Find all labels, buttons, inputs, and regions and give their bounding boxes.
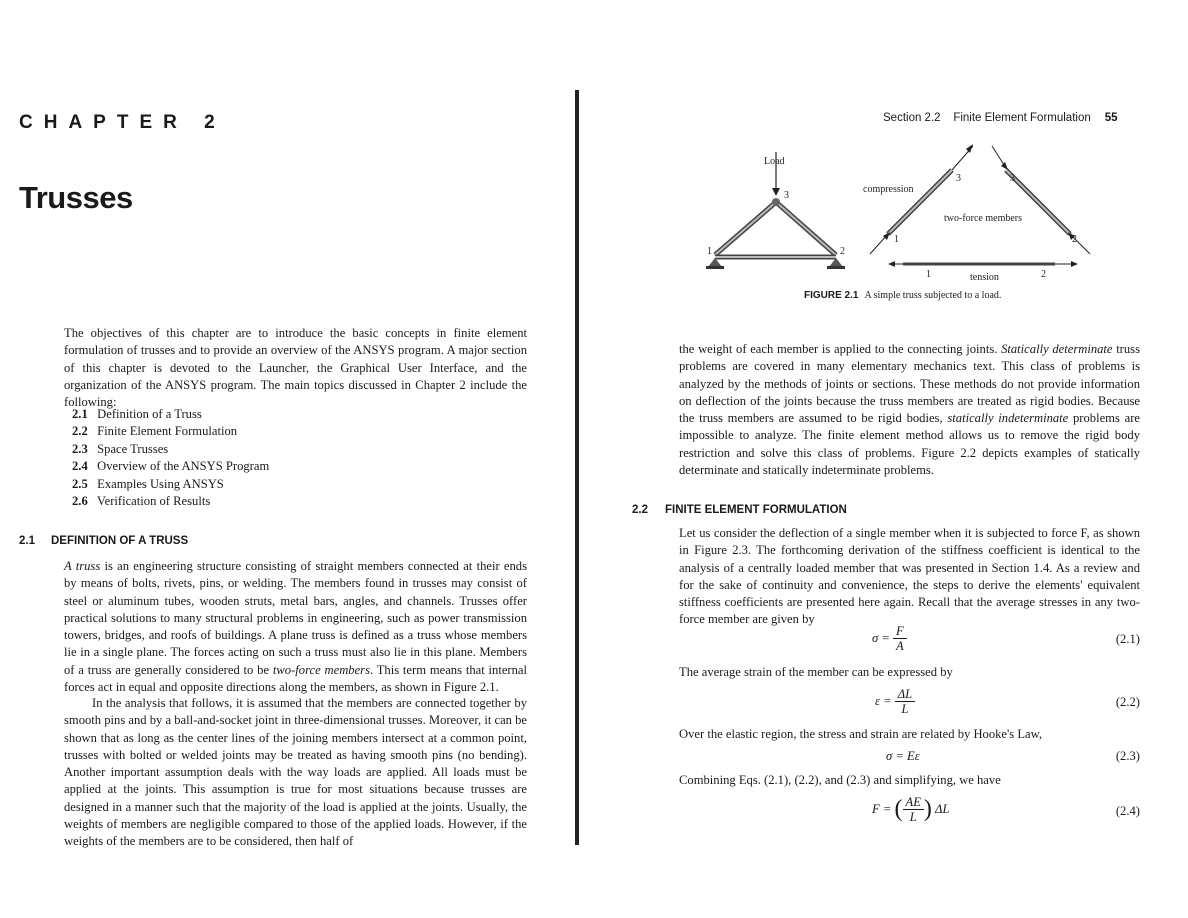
section-number: 2.1 <box>19 535 35 547</box>
paragraph-text: truss problems are covered in many elementary mechanics text. This class of problems is analyzed by the methods of joints or sections. These methods do not provide information on deflection of the joints because the truss members are treated as rigid bodies. Because the truss members are assumed to be rigid bodies, <box>679 342 1140 426</box>
arrowhead-tension-left <box>888 261 895 267</box>
topic-label: Verification of Results <box>96 494 211 509</box>
term-two-force-members: two-force members <box>272 662 370 677</box>
topic-item <box>72 458 372 475</box>
equation-rhs: ΔL <box>935 802 950 816</box>
figure-number: FIGURE 2.1 <box>804 290 859 301</box>
tension-label: tension <box>970 272 999 283</box>
chapter-label: CHAPTER 2 <box>19 112 226 133</box>
term-truss: A truss <box>64 559 101 573</box>
strain-sentence: The average strain of the member can be expressed by <box>679 665 953 679</box>
topic-list <box>72 406 372 510</box>
topic-label: Space Trusses <box>97 441 169 456</box>
assumptions-paragraph: In the analysis that follows, it is assumed that the members are connected together by smooth pins and by a ball-and-socket joint in three-dimensional trusses. Moreover, it can be shown that as long as the center lines of the joining members intersect at a common point, trusses with bolted or welded joints may be treated as having smooth pins (no bending). Another important assumption deals with the way loads are applied. All loads must be applied at the joints. This assumption is true for most situations because trusses are designed in a manner such that the majority of the load is applied at the joints. Usually, the weights of members are negligible compared to those of the applied loads. However, if the weights of the members are to be considered, then half of <box>64 696 527 849</box>
fraction <box>895 687 915 716</box>
node-label-3: 3 <box>956 173 961 184</box>
determinate-paragraph <box>679 341 1140 479</box>
ground-left <box>706 266 724 269</box>
running-head-title: Section 2.2 Finite Element Formulation <box>883 112 1091 124</box>
denominator: L <box>909 810 917 824</box>
figure-caption <box>804 290 1001 301</box>
node-label-1: 1 <box>926 269 931 280</box>
topic-label: Definition of a Truss <box>97 407 202 421</box>
compression-label: compression <box>863 184 914 195</box>
topic-label: Finite Element Formulation <box>97 424 238 439</box>
topic-number: 2.4 <box>72 459 88 474</box>
section-heading: DEFINITION OF A TRUSS <box>51 535 189 547</box>
equation-number: (2.2) <box>1115 695 1140 709</box>
node-label-3: 3 <box>784 190 789 201</box>
numerator: ΔL <box>895 687 915 702</box>
truss-diagram <box>700 140 1120 290</box>
node-label-2: 2 <box>840 246 845 257</box>
equation-2-2 <box>875 687 915 716</box>
equation-number: (2.4) <box>1115 804 1140 818</box>
load-label: Load <box>764 156 785 167</box>
node-label-1: 1 <box>894 234 899 245</box>
truss-definition-paragraph <box>64 558 527 696</box>
page-gutter <box>575 90 579 845</box>
deflection-paragraph: Let us consider the deflection of a single member when it is subjected to force F, as shown in Figure 2.3. The forthcoming derivation of the stiffness coefficient is identical to the analysis of a centrally loaded member that was presented in Section 1.4. As a review and for the sake of continuity and convenience, the steps to derive the elements' equivalent stiffness coefficients are presented here again. Recall that the average stresses in any two-force member are given by <box>679 526 1140 627</box>
topic-number: 2.2 <box>72 424 88 439</box>
denominator: L <box>901 702 909 716</box>
compression-member-highlight <box>888 170 952 234</box>
paragraph-text: . This term means that internal forces act in equal and opposite directions along the members, as shown in Figure 2.1. <box>64 662 527 695</box>
topic-item <box>72 476 372 493</box>
fraction <box>893 624 907 653</box>
topic-number: 2.1 <box>72 407 88 421</box>
node-label-2: 2 <box>1041 269 1046 280</box>
equation-2-1 <box>872 624 907 653</box>
equation-number: (2.1) <box>1115 632 1140 646</box>
paren-close: ) <box>923 796 932 822</box>
equation-2-4 <box>872 795 949 824</box>
equation-2-3: σ = Eε <box>886 749 920 763</box>
node-label-2: 2 <box>1072 234 1077 245</box>
hooke-sentence: Over the elastic region, the stress and strain are related by Hooke's Law, <box>679 727 1043 741</box>
equation-number: (2.3) <box>1115 749 1140 763</box>
topic-number: 2.6 <box>72 494 88 509</box>
section-number: 2.2 <box>632 504 648 516</box>
chapter-title: Trusses <box>19 180 133 215</box>
node-label-1: 1 <box>707 246 712 257</box>
topic-number: 2.3 <box>72 441 88 456</box>
topic-item <box>72 423 372 440</box>
paren-open: ( <box>894 796 903 822</box>
load-arrowhead <box>772 188 780 196</box>
page-number: 55 <box>1104 112 1118 124</box>
fraction <box>903 795 924 824</box>
topic-number: 2.5 <box>72 476 88 491</box>
joint-3 <box>772 198 780 206</box>
term-statically-determinate: Statically determinate <box>1001 342 1113 356</box>
node-label-3: 3 <box>1010 173 1015 184</box>
combine-sentence: Combining Eqs. (2.1), (2.2), and (2.3) and simplifying, we have <box>679 773 1001 787</box>
equation-lhs: ε = <box>875 694 892 708</box>
numerator: F <box>893 624 907 639</box>
truss-member-right-highlight <box>776 202 836 255</box>
equation-lhs: σ = <box>872 631 890 645</box>
member-3-2-highlight <box>1006 170 1070 234</box>
arrowhead-tension-right <box>1071 261 1078 267</box>
topic-label: Examples Using ANSYS <box>97 476 224 491</box>
paragraph-text: the weight of each member is applied to the connecting joints. <box>679 342 1002 356</box>
figure-caption-text: A simple truss subjected to a load. <box>864 290 1002 301</box>
truss-member-left-highlight <box>715 202 776 255</box>
topic-label: Overview of the ANSYS Program <box>97 459 270 474</box>
truss-figure <box>700 140 1120 295</box>
ground-right <box>827 266 845 269</box>
equation-lhs: F = <box>872 802 892 816</box>
arrowhead-top-right <box>1001 162 1008 170</box>
paragraph-text: is an engineering structure consisting of straight members connected at their ends by means of bolts, rivets, pins, or welding. The members found in trusses may consist of steel or aluminum tubes, wooden struts, metal bars, angles, and channels. Trusses offer practical solutions to many structural problems in engineering, such as power transmission towers, bridges, and roofs of buildings. A plane truss is defined as a truss whose members lie in a single plane. The forces acting on such a truss must also lie in this plane. Members of a truss are generally considered to be <box>64 559 527 677</box>
intro-paragraph: The objectives of this chapter are to introduce the basic concepts in finite element formulation of trusses and to provide an overview of the ANSYS program. A major section of this chapter is devoted to the Launcher, the Graphical User Interface, and the organization of the ANSYS program. The main topics discussed in Chapter 2 include the following: <box>64 326 527 410</box>
topic-item <box>72 493 372 510</box>
topic-item <box>72 406 372 423</box>
two-force-members-label: two-force members <box>944 213 1023 224</box>
running-head <box>883 112 1118 124</box>
section-heading: FINITE ELEMENT FORMULATION <box>665 504 847 516</box>
denominator: A <box>896 639 904 653</box>
paragraph-text: problems are impossible to analyze. The finite element method allows us to remove the rigid body restriction and solve this class of problems. Figure 2.2 depicts examples of statically determinate and statically indeterminate problems. <box>679 411 1141 478</box>
term-statically-indeterminate: statically indeterminate <box>947 411 1069 426</box>
topic-item <box>72 441 372 458</box>
arrowhead-top <box>966 144 973 153</box>
numerator: AE <box>903 795 924 810</box>
